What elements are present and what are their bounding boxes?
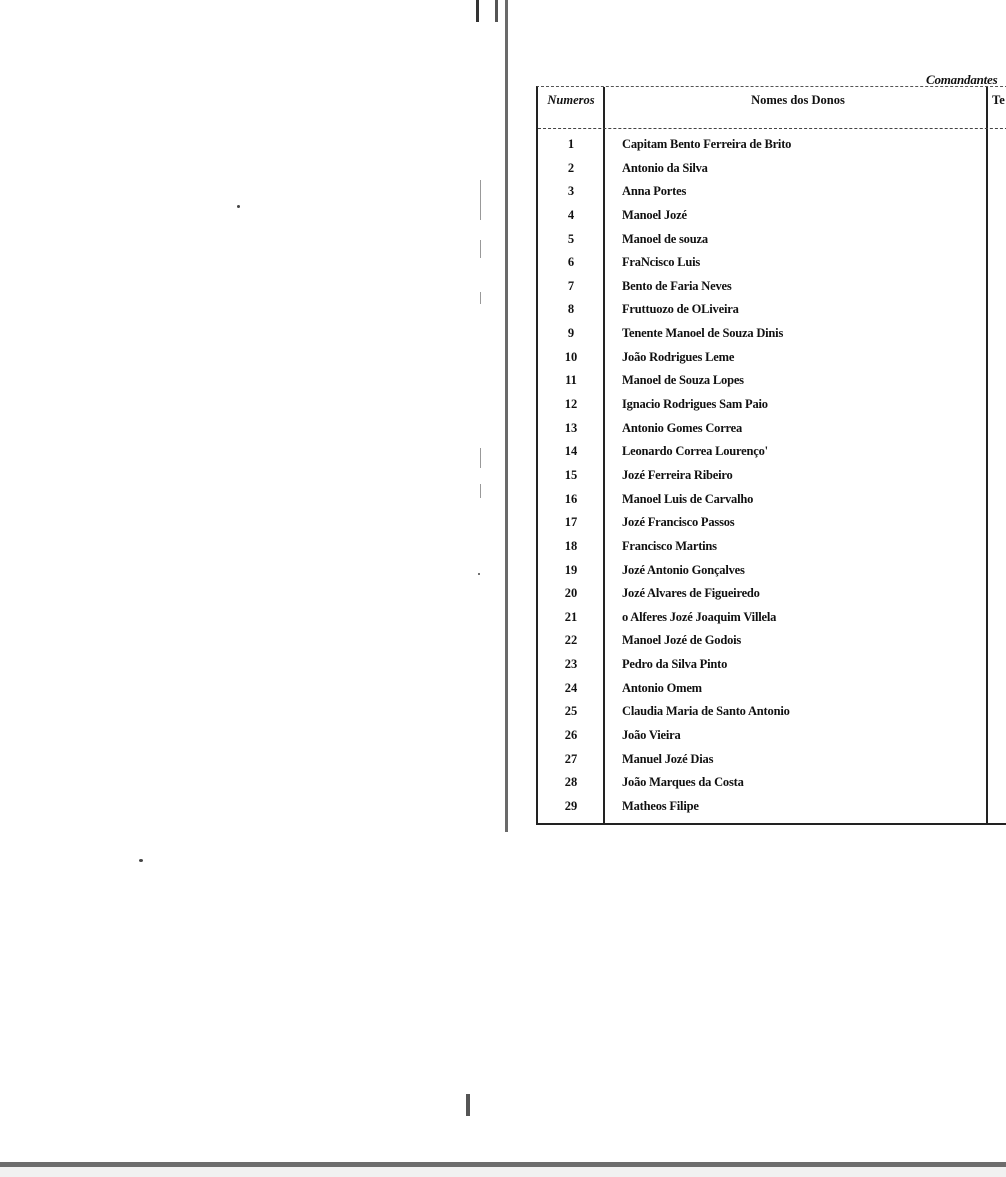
table-row xyxy=(538,488,1006,512)
row-number: 10 xyxy=(564,349,578,364)
row-number: 8 xyxy=(567,302,575,317)
table-row xyxy=(538,724,1006,748)
table-row xyxy=(538,157,1006,181)
table-row xyxy=(538,204,1006,228)
scan-speck xyxy=(478,573,480,575)
row-number: 16 xyxy=(564,491,578,506)
row-number: 21 xyxy=(564,609,578,624)
header-nomes-dos-donos: Nomes dos Donos xyxy=(751,93,845,107)
owner-name: Manoel Jozé xyxy=(622,207,687,222)
table-row xyxy=(538,275,1006,299)
row-number: 14 xyxy=(564,444,578,459)
owner-name: FraNcisco Luis xyxy=(622,255,701,270)
gutter-tick xyxy=(480,484,481,498)
owner-name: Manoel de souza xyxy=(622,231,708,246)
table-row xyxy=(538,322,1006,346)
row-number: 19 xyxy=(564,562,578,577)
row-number: 9 xyxy=(567,326,575,341)
owner-name: Manoel Luis de Carvalho xyxy=(622,491,754,506)
table-row xyxy=(538,298,1006,322)
gutter-tick xyxy=(480,180,481,220)
table-row xyxy=(538,133,1006,157)
table-row xyxy=(538,369,1006,393)
table-row xyxy=(538,511,1006,535)
owner-name: Capitam Bento Ferreira de Brito xyxy=(622,137,792,151)
table-row xyxy=(538,653,1006,677)
owner-name: o Alferes Jozé Joaquim Villela xyxy=(622,609,777,624)
gutter-tick xyxy=(480,292,481,304)
row-number: 15 xyxy=(564,467,578,482)
owner-name: Leonardo Correa Lourenço' xyxy=(622,444,768,459)
gutter-tick xyxy=(480,240,481,258)
owner-name: Tenente Manoel de Souza Dinis xyxy=(622,326,784,341)
row-number: 5 xyxy=(567,231,575,246)
owner-name: João Marques da Costa xyxy=(622,775,744,790)
table-row xyxy=(538,535,1006,559)
owner-name: Manoel Jozé de Godois xyxy=(622,633,742,648)
owner-name: Antonio Omem xyxy=(622,680,702,695)
table-row xyxy=(538,700,1006,724)
row-number: 18 xyxy=(564,538,578,553)
scan-bottom-margin xyxy=(0,1167,1006,1177)
owner-name: João Rodrigues Leme xyxy=(622,349,735,364)
owner-name: Jozé Antonio Gonçalves xyxy=(622,562,745,577)
table-row xyxy=(538,180,1006,204)
row-number: 26 xyxy=(564,728,578,743)
row-number: 25 xyxy=(564,704,578,719)
row-number: 12 xyxy=(564,397,578,412)
owner-name: Pedro da Silva Pinto xyxy=(622,657,728,672)
table-row xyxy=(538,417,1006,441)
owners-table xyxy=(536,86,1006,825)
table-row xyxy=(538,440,1006,464)
table-row xyxy=(538,251,1006,275)
row-number: 24 xyxy=(564,680,578,695)
owner-name: Jozé Ferreira Ribeiro xyxy=(622,467,733,482)
owner-name: Jozé Francisco Passos xyxy=(622,515,735,530)
scan-speck xyxy=(139,859,143,862)
owner-name: João Vieira xyxy=(622,728,681,743)
table-row xyxy=(538,748,1006,772)
table-row xyxy=(538,346,1006,370)
table-row xyxy=(538,771,1006,795)
owner-name: Antonio da Silva xyxy=(622,160,708,175)
row-number: 29 xyxy=(564,798,578,813)
owner-name: Manuel Jozé Dias xyxy=(622,751,714,766)
gutter-tick xyxy=(480,448,481,468)
table-row xyxy=(538,795,1006,819)
row-number: 7 xyxy=(567,278,575,293)
header-truncated-column: Te xyxy=(992,93,1005,107)
table-row xyxy=(538,228,1006,252)
owner-name: Fruttuozo de OLiveira xyxy=(622,302,739,317)
row-number: 3 xyxy=(567,184,575,199)
owner-name: Matheos Filipe xyxy=(622,798,699,813)
page-mark xyxy=(466,1094,470,1116)
owner-name: Claudia Maria de Santo Antonio xyxy=(622,704,790,719)
owner-name: Bento de Faria Neves xyxy=(622,278,732,293)
table-row xyxy=(538,629,1006,653)
page-gutter-line xyxy=(505,0,508,832)
owner-name: Jozé Alvares de Figueiredo xyxy=(622,586,760,601)
header-rule xyxy=(538,128,1006,129)
row-number: 13 xyxy=(564,420,578,435)
table-caption: Comandantes xyxy=(926,72,998,87)
owner-name: Anna Portes xyxy=(622,184,687,199)
table-row xyxy=(538,559,1006,583)
table-body xyxy=(538,133,1006,819)
table-row xyxy=(538,393,1006,417)
row-number: 28 xyxy=(564,775,578,790)
row-number: 22 xyxy=(564,633,578,648)
owner-name: Ignacio Rodrigues Sam Paio xyxy=(622,397,768,412)
row-number: 4 xyxy=(567,207,575,222)
table-row xyxy=(538,677,1006,701)
table-row xyxy=(538,606,1006,630)
binding-edge-mark xyxy=(476,0,498,22)
row-number: 1 xyxy=(567,137,575,151)
row-number: 23 xyxy=(564,657,578,672)
scan-speck xyxy=(237,205,240,208)
row-number: 2 xyxy=(567,160,575,175)
table-row xyxy=(538,464,1006,488)
owner-name: Francisco Martins xyxy=(622,538,717,553)
row-number: 6 xyxy=(567,255,575,270)
header-numeros: Numeros xyxy=(547,93,595,107)
owner-name: Antonio Gomes Correa xyxy=(622,420,743,435)
row-number: 20 xyxy=(564,586,578,601)
row-number: 11 xyxy=(565,373,577,388)
row-number: 27 xyxy=(564,751,578,766)
row-number: 17 xyxy=(564,515,578,530)
table-row xyxy=(538,582,1006,606)
owner-name: Manoel de Souza Lopes xyxy=(622,373,744,388)
